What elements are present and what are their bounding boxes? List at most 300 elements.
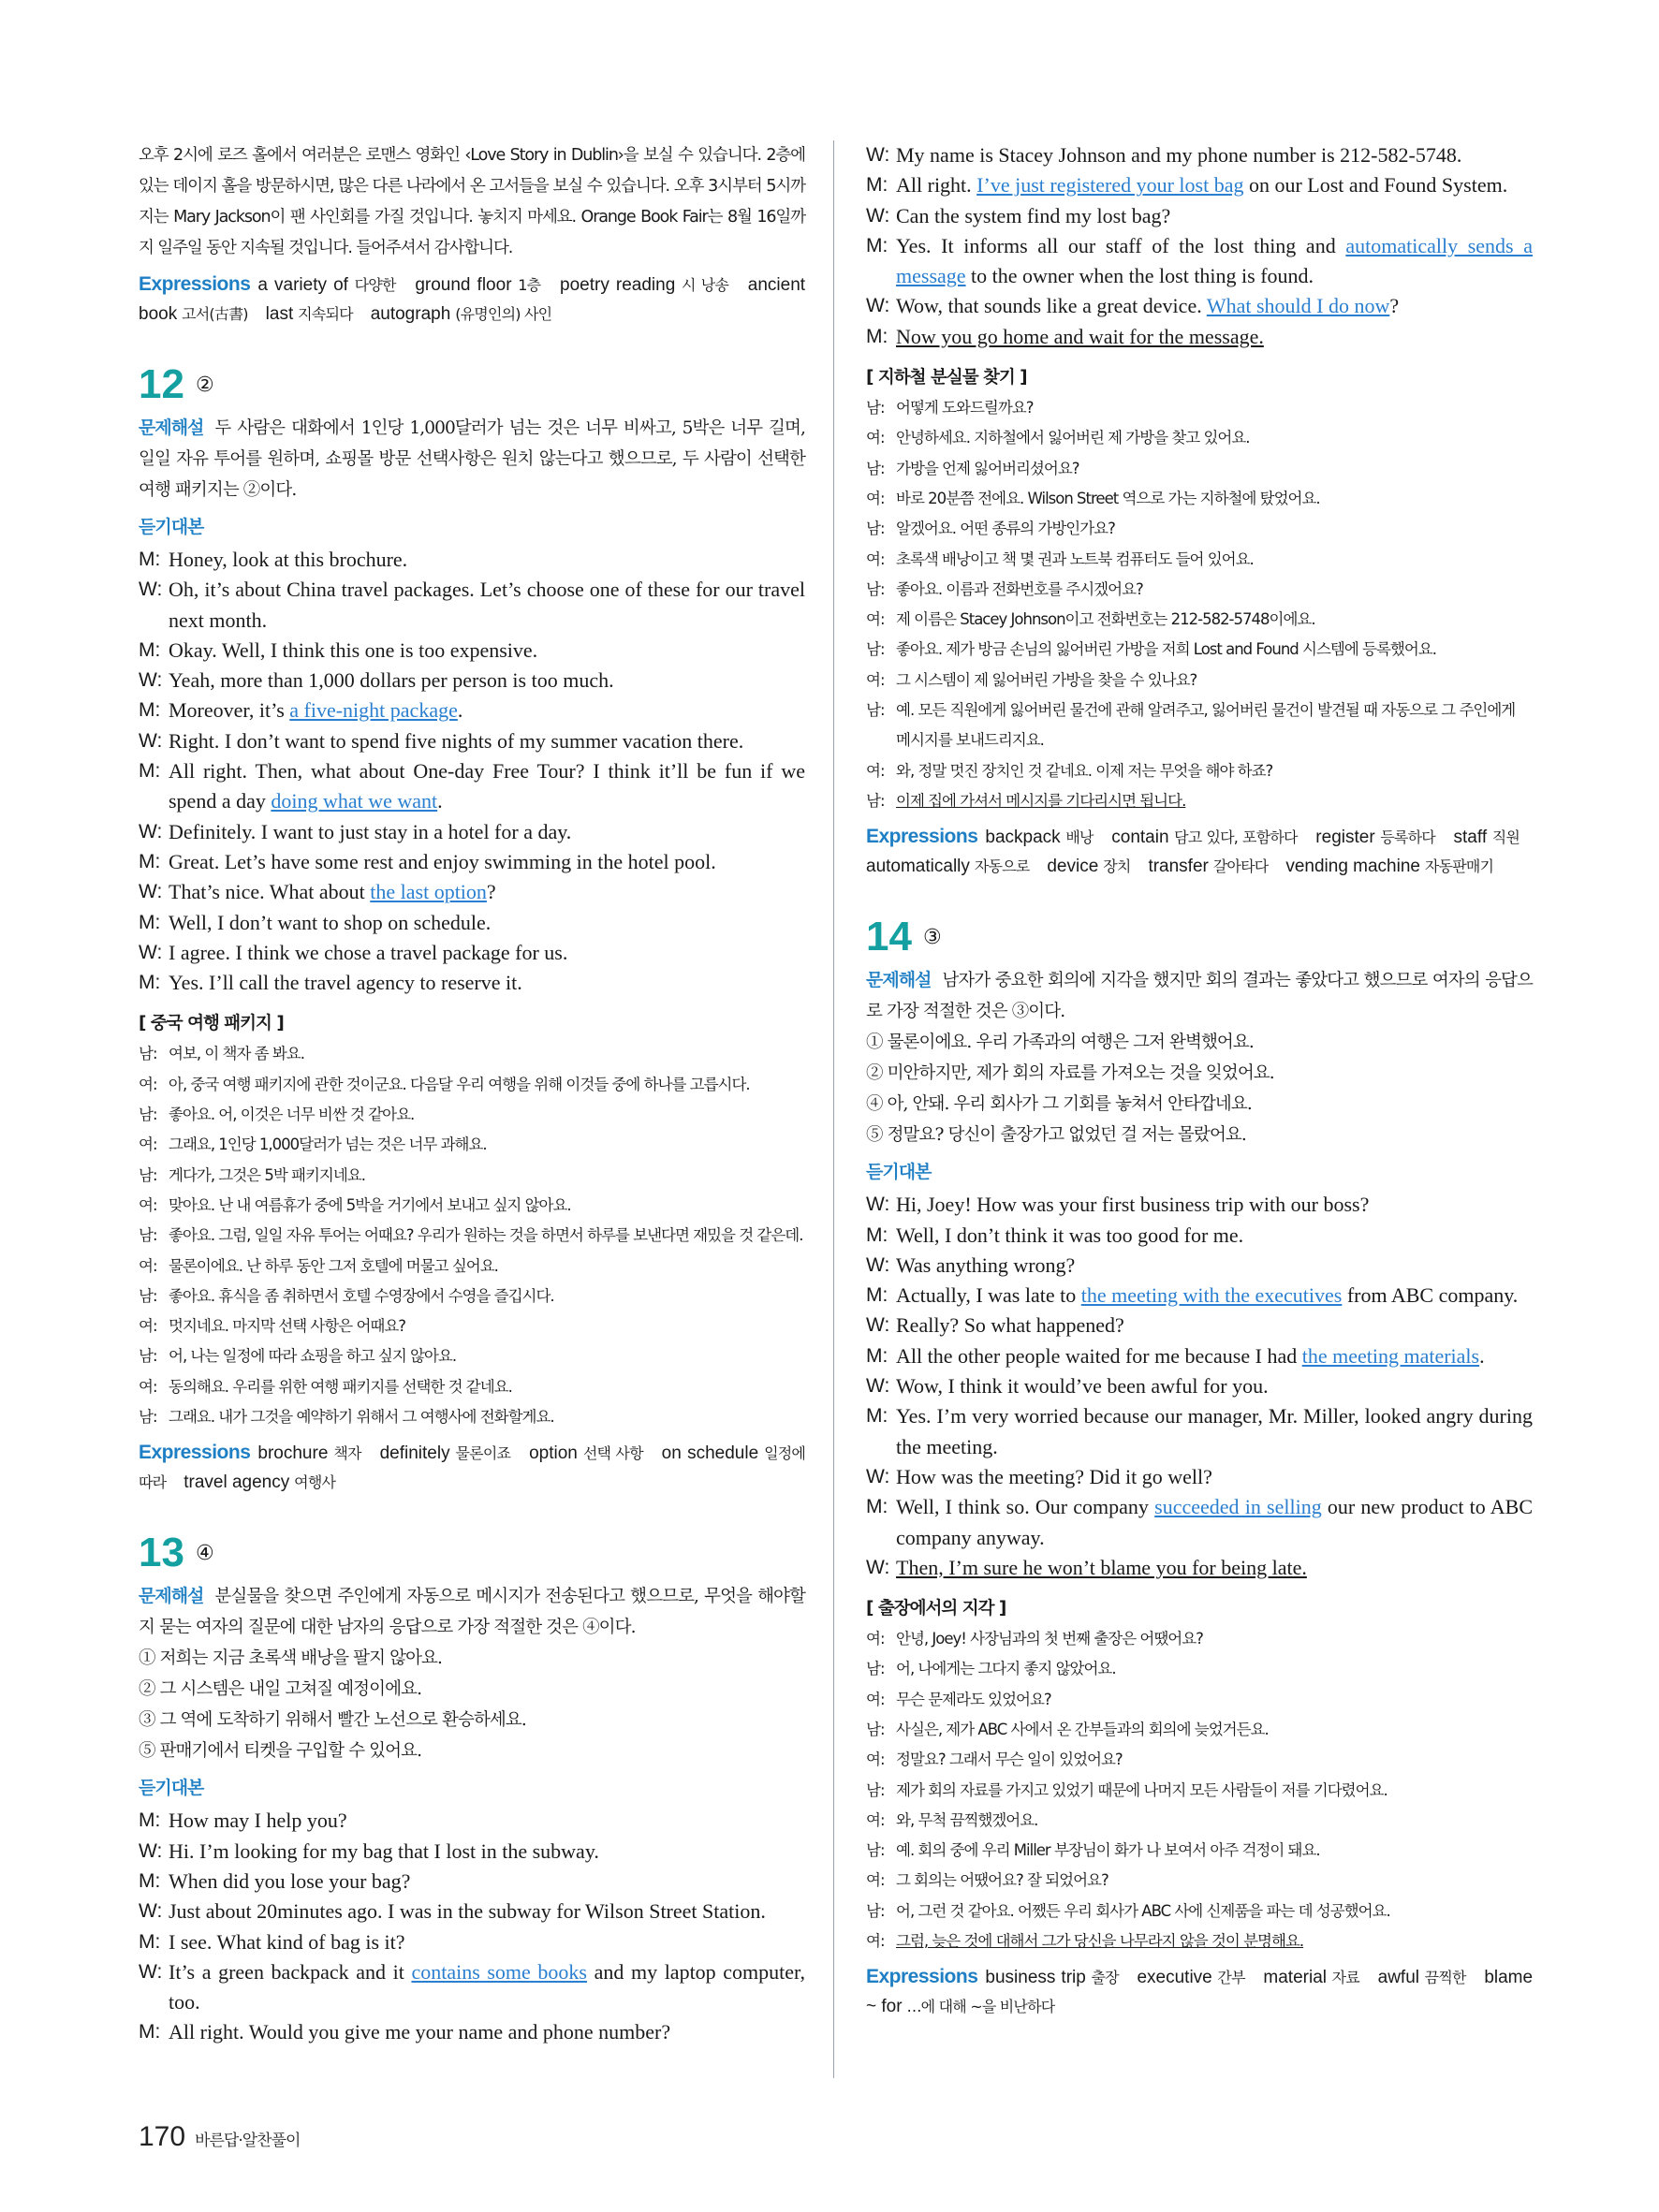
translation-text: 안녕하세요. 지하철에서 잃어버린 제 가방을 찾고 있어요. bbox=[896, 429, 1250, 447]
translation-text: 예. 회의 중에 우리 Miller 부장님이 화가 나 보여서 아주 걱정이 돼요. bbox=[896, 1841, 1320, 1860]
text-segment: Honey, look at this brochure. bbox=[169, 548, 408, 571]
speaker-label: M: bbox=[866, 1496, 888, 1518]
q14-script-label: 듣기대본 bbox=[866, 1162, 932, 1183]
translation-text: 안녕, Joey! 사장님과의 첫 번째 출장은 어땠어요? bbox=[896, 1630, 1203, 1648]
translation-text: 그럼, 늦은 것에 대해서 그가 당신을 나무라지 않을 것이 분명해요. bbox=[896, 1932, 1304, 1951]
translation-line bbox=[139, 1341, 805, 1371]
translation-text: 무슨 문제라도 있었어요? bbox=[896, 1690, 1051, 1708]
translation-text: 그 회의는 어땠어요? 잘 되었어요? bbox=[896, 1871, 1108, 1890]
script-line bbox=[866, 231, 1533, 292]
translation-line bbox=[139, 1282, 805, 1311]
q12-explanation-text: 두 사람은 대화에서 1인당 1,000달러가 넘는 것은 너무 비싸고, 5박은 너무 길며, 일일 자유 투어를 원하며, 쇼핑몰 방문 선택사항은 원치 않는다고 했으므로, 두 사람이 선택한 여행 패키지는 ②이다. bbox=[139, 418, 805, 500]
script-line bbox=[866, 1311, 1533, 1340]
script-line bbox=[139, 1957, 805, 2018]
text-segment: Really? So what happened? bbox=[896, 1313, 1124, 1338]
answer-option: ① 저희는 지금 초록색 배낭을 팔지 않아요. bbox=[139, 1648, 443, 1669]
expression-gloss: 책자 bbox=[333, 1444, 361, 1463]
script-line bbox=[139, 666, 805, 696]
translation-text: 아, 중국 여행 패키지에 관한 것이군요. 다음달 우리 여행을 위해 이것들 중에 하나를 고릅시다. bbox=[169, 1075, 750, 1093]
speaker-label: W: bbox=[139, 820, 163, 842]
speaker-label: 여: bbox=[139, 1135, 157, 1154]
script-text bbox=[169, 698, 462, 722]
expression-term: definitely bbox=[379, 1443, 450, 1464]
expression-gloss: 배낭 bbox=[1065, 828, 1094, 847]
script-text bbox=[169, 548, 407, 571]
q12-script bbox=[139, 545, 805, 998]
expression-gloss: 물론이죠 bbox=[455, 1444, 511, 1463]
translation-line bbox=[139, 1070, 805, 1100]
speaker-label: W: bbox=[866, 295, 890, 317]
translation-text: 좋아요. 어, 이것은 너무 비싼 것 같아요. bbox=[169, 1106, 415, 1124]
q14-translation bbox=[866, 1624, 1533, 1956]
text-segment: Well, I think so. Our company bbox=[896, 1495, 1155, 1519]
text-segment: Moreover, it’s bbox=[169, 698, 290, 723]
script-text bbox=[169, 1960, 805, 2014]
speaker-label: W: bbox=[866, 1314, 890, 1337]
speaker-label: M: bbox=[139, 2021, 161, 2044]
expression-term: transfer bbox=[1148, 857, 1209, 877]
translation-text: 여보, 이 책자 좀 봐요. bbox=[169, 1045, 304, 1063]
expression-term: executive bbox=[1137, 1968, 1212, 1988]
script-line bbox=[139, 575, 805, 636]
translation-line bbox=[866, 786, 1533, 816]
expressions-paragraph bbox=[139, 270, 805, 329]
translation-text: 와, 무척 끔찍했겠어요. bbox=[896, 1810, 1038, 1829]
expression-term: material bbox=[1263, 1968, 1327, 1988]
text-segment: How was the meeting? Did it go well? bbox=[896, 1464, 1212, 1488]
translation-text: 맞아요. 난 내 여름휴가 중에 5박을 거기에서 보내고 싶지 않아요. bbox=[169, 1195, 571, 1214]
script-line bbox=[866, 1281, 1533, 1311]
script-line bbox=[139, 1897, 805, 1926]
speaker-label: 여: bbox=[866, 489, 885, 507]
answer-option: ② 그 시스템은 내일 고쳐질 예정이에요. bbox=[139, 1679, 422, 1700]
speaker-label: 남: bbox=[866, 701, 885, 720]
speaker-label: 여: bbox=[866, 1871, 885, 1890]
speaker-label: M: bbox=[866, 234, 888, 256]
text-segment: ? bbox=[1389, 294, 1400, 318]
answer-option: ① 물론이에요. 우리 가족과의 여행은 그저 완벽했어요. bbox=[866, 1033, 1254, 1053]
translation-line bbox=[866, 1836, 1533, 1866]
right-column bbox=[866, 140, 1533, 2021]
expressions-paragraph bbox=[866, 822, 1533, 881]
key-phrase: a five-night package bbox=[289, 698, 458, 723]
speaker-label: W: bbox=[866, 1375, 890, 1398]
translation-line bbox=[866, 1806, 1533, 1836]
translation-line bbox=[866, 1776, 1533, 1806]
translation-text: 어, 나에게는 그다지 좋지 않았어요. bbox=[896, 1660, 1116, 1678]
text-segment: I agree. I think we chose a travel package for us. bbox=[169, 940, 568, 964]
expression-term: awful bbox=[1377, 1968, 1419, 1988]
speaker-label: M: bbox=[139, 850, 161, 872]
expression-gloss: 시 낭송 bbox=[682, 276, 729, 294]
script-text bbox=[896, 1374, 1269, 1398]
text-segment: . bbox=[437, 789, 443, 813]
text-segment: All right. bbox=[896, 173, 977, 198]
translation-text: 사실은, 제가 ABC 사에서 온 간부들과의 회의에 늦었거든요. bbox=[896, 1720, 1269, 1738]
translation-text: 와, 정말 멋진 장치인 것 같네요. 이제 저는 무엇을 해야 하죠? bbox=[896, 761, 1273, 780]
script-text bbox=[896, 143, 1461, 167]
translation-text: 좋아요. 휴식을 좀 취하면서 호텔 수영장에서 수영을 즐깁시다. bbox=[169, 1286, 554, 1305]
translation-line bbox=[139, 1402, 805, 1432]
script-text bbox=[896, 1556, 1307, 1579]
speaker-label: M: bbox=[139, 911, 161, 933]
q14-explanation-label: 문제해설 bbox=[866, 970, 932, 991]
page-number: 170 bbox=[139, 2121, 186, 2152]
speaker-label: 여: bbox=[866, 670, 885, 689]
q12-header bbox=[139, 360, 805, 409]
script-text bbox=[169, 941, 567, 964]
speaker-label: 남: bbox=[139, 1165, 157, 1184]
speaker-label: 남: bbox=[139, 1347, 157, 1366]
speaker-label: W: bbox=[139, 669, 163, 692]
translation-line bbox=[866, 545, 1533, 575]
script-line bbox=[139, 2017, 805, 2047]
script-text bbox=[896, 1313, 1124, 1337]
translation-line bbox=[866, 696, 1533, 756]
text-segment: Okay. Well, I think this one is too expensive. bbox=[169, 637, 538, 662]
expression-term: autograph bbox=[370, 304, 451, 324]
translation-line bbox=[866, 393, 1533, 423]
script-line bbox=[139, 1867, 805, 1897]
speaker-label: M: bbox=[139, 699, 161, 722]
q12-number: 12 bbox=[139, 361, 184, 407]
translation-line bbox=[139, 1100, 805, 1130]
q13-header bbox=[139, 1529, 805, 1577]
expression-term: last bbox=[265, 304, 294, 324]
script-text bbox=[169, 2020, 670, 2044]
paragraph: 오후 2시에 로즈 홀에서 여러분은 로맨스 영화인 ‹Love Story in Dublin›을 보실 수 있습니다. 2층에 있는 데이지 홀을 방문하시면, 많은 다른 나라에서 온 고서들을 보실 수 있습니다. 오후 3시부터 5시까지는 Mary Jackson이 팬 사인회를 가질 것입니다. 놓치지 마세요. Orange Book Fair는 8월 16일까지 일주일 동안 지속될 것입니다. 들어주셔서 감사합니다. bbox=[139, 146, 805, 257]
script-line bbox=[139, 968, 805, 998]
script-text bbox=[169, 1930, 405, 1954]
text-segment: How may I help you? bbox=[169, 1809, 347, 1833]
text-segment: Was anything wrong? bbox=[896, 1252, 1076, 1277]
translation-line bbox=[866, 423, 1533, 453]
text-segment: All the other people waited for me because I had bbox=[896, 1343, 1302, 1368]
script-text bbox=[896, 1223, 1243, 1247]
script-text bbox=[896, 204, 1170, 227]
translation-text: 알겠어요. 어떤 종류의 가방인가요? bbox=[896, 520, 1115, 538]
script-text bbox=[169, 820, 571, 843]
translation-line bbox=[866, 1745, 1533, 1775]
expression-term: backpack bbox=[985, 828, 1061, 848]
translation-line bbox=[866, 1926, 1533, 1956]
speaker-label: 남: bbox=[139, 1286, 157, 1305]
q13-script bbox=[139, 1806, 805, 2047]
q12-explanation bbox=[139, 413, 805, 505]
text-segment: All right. Then, what about One-day Free Tour? I think it’ll be fun if we spend a day bbox=[169, 759, 805, 813]
expressions-label: Expressions bbox=[866, 1966, 978, 1988]
text-segment: Great. Let’s have some rest and enjoy swimming in the hotel pool. bbox=[169, 849, 716, 873]
script-text bbox=[896, 1344, 1485, 1368]
expression-term: business trip bbox=[985, 1968, 1086, 1988]
q14-header bbox=[866, 913, 1533, 961]
left-column bbox=[139, 140, 805, 2048]
script-text bbox=[169, 911, 491, 934]
q13-script-continued bbox=[866, 140, 1533, 352]
speaker-label: M: bbox=[139, 549, 161, 570]
q13-translation bbox=[866, 393, 1533, 816]
expression-gloss: 다양한 bbox=[354, 276, 396, 294]
expression-gloss: 지속되다 bbox=[298, 305, 353, 323]
q13-number: 13 bbox=[139, 1530, 184, 1576]
expression-term: brochure bbox=[257, 1443, 329, 1464]
translation-text: 어, 나는 일정에 따라 쇼핑을 하고 싶지 않아요. bbox=[169, 1347, 457, 1366]
key-phrase: the last option bbox=[370, 880, 487, 904]
expression-term: vending machine bbox=[1285, 857, 1420, 877]
q14-translation-title: [ 출장에서의 지각 ] bbox=[866, 1599, 1006, 1619]
speaker-label: W: bbox=[866, 1253, 890, 1276]
translation-line bbox=[866, 605, 1533, 635]
speaker-label: 여: bbox=[866, 761, 885, 780]
script-line bbox=[866, 1492, 1533, 1553]
script-line bbox=[139, 756, 805, 817]
expression-gloss: 간부 bbox=[1217, 1969, 1245, 1987]
expressions-paragraph bbox=[139, 1438, 805, 1497]
q14-explanation-text: 남자가 중요한 회의에 지각을 했지만 회의 결과는 좋았다고 했으므로 여자의 응답으로 가장 적절한 것은 ③이다. bbox=[866, 971, 1533, 1022]
translation-text: 바로 20분쯤 전에요. Wilson Street 역으로 가는 지하철에 탔었어요. bbox=[896, 489, 1320, 507]
expression-gloss: 일정에 따라 bbox=[139, 1444, 806, 1492]
text-segment: Well, I don’t want to shop on schedule. bbox=[169, 910, 492, 934]
speaker-label: W: bbox=[139, 729, 163, 752]
speaker-label: 남: bbox=[139, 1226, 157, 1245]
expression-gloss: (유명인의) 사인 bbox=[455, 305, 552, 323]
expression-term: ground floor bbox=[415, 275, 512, 295]
key-phrase: succeeded in selling bbox=[1154, 1495, 1322, 1519]
speaker-label: W: bbox=[866, 204, 890, 227]
expression-term: staff bbox=[1453, 828, 1488, 848]
expression-term: device bbox=[1047, 857, 1099, 877]
q12-explanation-label: 문제해설 bbox=[139, 417, 204, 438]
key-phrase: doing what we want bbox=[271, 789, 438, 813]
translation-text: 초록색 배낭이고 책 몇 권과 노트북 컴퓨터도 들어 있어요. bbox=[896, 549, 1254, 568]
script-line bbox=[139, 545, 805, 575]
speaker-label: M: bbox=[866, 1223, 888, 1246]
text-segment: That’s nice. What about bbox=[169, 880, 371, 904]
script-line bbox=[866, 1221, 1533, 1251]
translation-text: 그래요, 1인당 1,000달러가 넘는 것은 너무 과해요. bbox=[169, 1135, 487, 1154]
translation-line bbox=[866, 1654, 1533, 1684]
translation-text: 정말요? 그래서 무슨 일이 있었어요? bbox=[896, 1751, 1123, 1769]
text-segment: Wow, I think it would’ve been awful for you. bbox=[896, 1374, 1269, 1399]
script-text bbox=[169, 578, 805, 631]
speaker-label: 남: bbox=[139, 1106, 157, 1124]
script-line bbox=[866, 1251, 1533, 1281]
translation-line bbox=[139, 1252, 805, 1282]
speaker-label: M: bbox=[139, 1869, 161, 1892]
expression-gloss: 자동판매기 bbox=[1424, 857, 1494, 876]
script-text bbox=[169, 759, 805, 813]
translation-line bbox=[139, 1130, 805, 1160]
translation-text: 그래요. 내가 그것을 예약하기 위해서 그 여행사에 전화할게요. bbox=[169, 1408, 554, 1427]
translation-text: 동의해요. 우리를 위한 여행 패키지를 선택한 것 같네요. bbox=[169, 1377, 512, 1396]
key-phrase: the meeting materials bbox=[1301, 1343, 1480, 1368]
translation-line bbox=[139, 1311, 805, 1341]
script-text bbox=[896, 1283, 1518, 1307]
script-line bbox=[139, 1806, 805, 1836]
script-line bbox=[866, 1401, 1533, 1462]
text-segment: and my laptop computer, too. bbox=[169, 1959, 805, 2014]
translation-text: 이제 집에 가셔서 메시지를 기다리시면 됩니다. bbox=[896, 791, 1186, 810]
speaker-label: 여: bbox=[866, 549, 885, 568]
speaker-label: 여: bbox=[139, 1377, 157, 1396]
expression-gloss: 출장 bbox=[1091, 1969, 1119, 1987]
speaker-label: M: bbox=[866, 174, 888, 197]
speaker-label: M: bbox=[139, 1930, 161, 1953]
speaker-label: W: bbox=[866, 1194, 890, 1216]
script-text bbox=[896, 294, 1399, 317]
text-segment: Definitely. I want to just stay in a hotel for a day. bbox=[169, 819, 572, 843]
expression-gloss: 등록하다 bbox=[1380, 828, 1435, 847]
speaker-label: 남: bbox=[866, 640, 885, 659]
expression-gloss: 장치 bbox=[1103, 857, 1131, 876]
q13-script-label: 듣기대본 bbox=[139, 1778, 204, 1799]
script-text bbox=[169, 880, 496, 903]
announcement-translation bbox=[139, 140, 805, 264]
expression-gloss: 선택 사항 bbox=[582, 1444, 643, 1463]
expression-term: ancient book bbox=[139, 275, 806, 324]
translation-text: 예. 모든 직원에게 잃어버린 물건에 관해 알려주고, 잃어버린 물건이 발견될 때 자동으로 그 주인에게 메시지를 보내드리지요. bbox=[896, 701, 1516, 750]
script-line bbox=[866, 201, 1533, 231]
expression-term: on schedule bbox=[661, 1443, 759, 1464]
translation-line bbox=[866, 756, 1533, 786]
speaker-label: M: bbox=[139, 638, 161, 661]
expressions-paragraph bbox=[866, 1962, 1533, 2021]
script-line bbox=[866, 291, 1533, 321]
speaker-label: M: bbox=[139, 1809, 161, 1832]
q13-expressions bbox=[866, 822, 1533, 881]
text-segment: on our Lost and Found System. bbox=[1243, 173, 1508, 198]
translation-line bbox=[866, 484, 1533, 514]
translation-text: 제 이름은 Stacey Johnson이고 전화번호는 212-582-5748이에요. bbox=[896, 610, 1315, 629]
column-divider bbox=[833, 140, 834, 2078]
speaker-label: 여: bbox=[866, 1630, 885, 1648]
speaker-label: 여: bbox=[866, 429, 885, 447]
expression-term: option bbox=[529, 1443, 578, 1464]
expression-gloss: 직원 bbox=[1491, 828, 1520, 847]
script-line bbox=[139, 726, 805, 756]
q14-expressions bbox=[866, 1962, 1533, 2021]
expressions-label: Expressions bbox=[866, 826, 978, 848]
key-phrase: contains some books bbox=[411, 1959, 587, 1984]
expressions-label: Expressions bbox=[139, 273, 251, 295]
expression-gloss: 끔찍한 bbox=[1424, 1969, 1466, 1987]
expression-gloss: 고서(古書) bbox=[182, 305, 248, 323]
text-segment: It’s a green backpack and it bbox=[169, 1959, 412, 1984]
q13-explanation bbox=[139, 1581, 805, 1643]
text-segment: . bbox=[1479, 1343, 1485, 1368]
speaker-label: 여: bbox=[866, 610, 885, 629]
script-text bbox=[896, 1193, 1369, 1216]
q12-translation bbox=[139, 1039, 805, 1432]
expression-term: a variety of bbox=[257, 275, 348, 295]
translation-text: 물론이에요. 난 하루 동안 그저 호텔에 머물고 싶어요. bbox=[169, 1256, 498, 1275]
speaker-label: M: bbox=[866, 1405, 888, 1428]
script-line bbox=[139, 817, 805, 847]
text-segment: When did you lose your bag? bbox=[169, 1868, 411, 1893]
translation-line bbox=[139, 1191, 805, 1221]
script-line bbox=[139, 1837, 805, 1867]
text-segment: Well, I don’t think it was too good for me. bbox=[896, 1223, 1244, 1247]
script-line bbox=[139, 938, 805, 968]
translation-line bbox=[866, 1624, 1533, 1654]
q12-expressions bbox=[139, 1438, 805, 1497]
q13-answer: ④ bbox=[195, 1541, 214, 1565]
text-segment: My name is Stacey Johnson and my phone number is 212-582-5748. bbox=[896, 143, 1462, 167]
speaker-label: W: bbox=[139, 1900, 163, 1923]
text-segment: from ABC company. bbox=[1342, 1283, 1519, 1308]
text-segment: Right. I don’t want to spend five nights of my summer vacation there. bbox=[169, 728, 744, 753]
translation-line bbox=[866, 1715, 1533, 1745]
speaker-label: 여: bbox=[866, 1751, 885, 1769]
text-segment: Hi, Joey! How was your first business trip with our boss? bbox=[896, 1193, 1370, 1217]
speaker-label: W: bbox=[139, 1839, 163, 1862]
text-segment: Yes. I’ll call the travel agency to reserve it. bbox=[169, 971, 522, 995]
translation-line bbox=[139, 1221, 805, 1251]
speaker-label: 여: bbox=[866, 1810, 885, 1829]
answer-option: ④ 아, 안돼. 우리 회사가 그 기회를 놓쳐서 안타깝네요. bbox=[866, 1094, 1252, 1115]
speaker-label: W: bbox=[866, 144, 890, 166]
text-segment: Actually, I was late to bbox=[896, 1283, 1081, 1308]
translation-line bbox=[139, 1039, 805, 1069]
text-segment: Then, I’m sure he won’t blame you for being late. bbox=[896, 1555, 1307, 1579]
translation-text: 멋지네요. 마지막 선택 사항은 어때요? bbox=[169, 1317, 406, 1336]
speaker-label: 여: bbox=[139, 1256, 157, 1275]
speaker-label: 남: bbox=[866, 1901, 885, 1920]
speaker-label: 남: bbox=[866, 459, 885, 477]
translation-text: 가방을 언제 잃어버리셨어요? bbox=[896, 459, 1079, 477]
text-segment: Just about 20minutes ago. I was in the subway for Wilson Street Station. bbox=[169, 1899, 766, 1924]
script-line bbox=[866, 170, 1533, 200]
script-line bbox=[866, 1190, 1533, 1220]
translation-text: 어떻게 도와드릴까요? bbox=[896, 399, 1034, 417]
q13-explanation-text: 분실물을 찾으면 주인에게 자동으로 메시지가 전송된다고 했으므로, 무엇을 해야할지 묻는 여자의 질문에 대한 남자의 응답으로 가장 적절한 것은 ④이다. bbox=[139, 1587, 805, 1638]
speaker-label: W: bbox=[139, 941, 163, 963]
translation-line bbox=[866, 1897, 1533, 1926]
text-segment: . bbox=[457, 698, 463, 723]
speaker-label: 남: bbox=[139, 1408, 157, 1427]
script-line bbox=[139, 696, 805, 725]
expression-gloss: 자료 bbox=[1331, 1969, 1359, 1987]
speaker-label: 여: bbox=[866, 1690, 885, 1708]
translation-text: 그 시스템이 제 잃어버린 가방을 찾을 수 있나요? bbox=[896, 670, 1197, 689]
translation-line bbox=[139, 1161, 805, 1191]
script-text bbox=[169, 850, 716, 873]
expression-gloss: 여행사 bbox=[294, 1473, 336, 1492]
speaker-label: 여: bbox=[866, 1932, 885, 1951]
speaker-label: 남: bbox=[866, 399, 885, 417]
expression-gloss: …에 대해 ~을 비난하다 bbox=[906, 1998, 1055, 2016]
script-text bbox=[169, 729, 743, 753]
text-segment: our new product to ABC company anyway. bbox=[896, 1495, 1533, 1549]
book-title: 바른답·알찬풀이 bbox=[195, 2131, 301, 2150]
speaker-label: 남: bbox=[866, 579, 885, 598]
text-segment: I see. What kind of bag is it? bbox=[169, 1929, 405, 1954]
speaker-label: 남: bbox=[866, 1720, 885, 1738]
q14-number: 14 bbox=[866, 914, 912, 960]
answer-option: ⑤ 정말요? 당신이 출장가고 없었던 걸 저는 몰랐어요. bbox=[866, 1125, 1246, 1146]
page-footer bbox=[139, 2121, 300, 2153]
text-segment: to the owner when the lost thing is found. bbox=[965, 264, 1314, 288]
text-segment: Wow, that sounds like a great device. bbox=[896, 294, 1207, 318]
script-text bbox=[169, 1839, 599, 1863]
script-line bbox=[866, 140, 1533, 170]
expression-term: travel agency bbox=[184, 1472, 290, 1493]
translation-text: 좋아요. 이름과 전화번호를 주시겠어요? bbox=[896, 579, 1143, 598]
text-segment: ? bbox=[486, 880, 496, 904]
speaker-label: 남: bbox=[866, 1660, 885, 1678]
expression-gloss: 갈아타다 bbox=[1212, 857, 1269, 876]
speaker-label: 남: bbox=[866, 520, 885, 538]
